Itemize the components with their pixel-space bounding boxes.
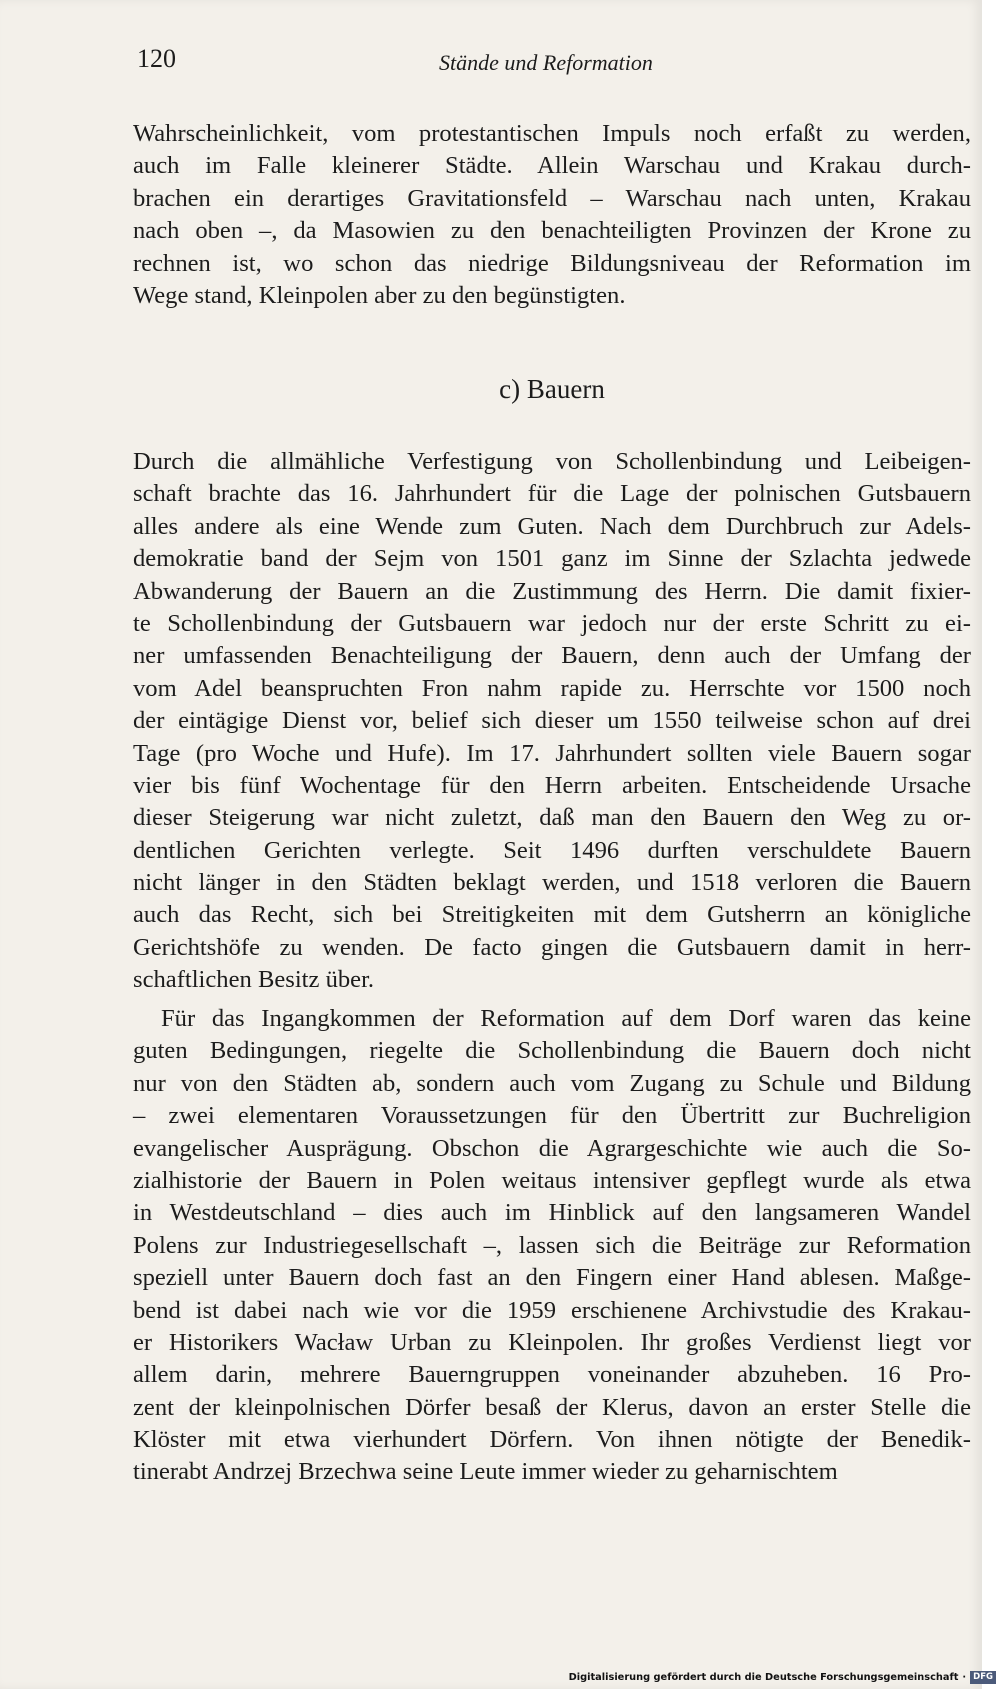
text-line: schaftlichen Besitz über. [133,966,375,994]
text-line: in Westdeutschland – dies auch im Hinblick auf den langsameren Wandel [133,1199,971,1227]
text-line: te Schollenbindung der Gutsbauern war jedoch nur der erste Schritt zu ei- [133,609,971,637]
text-line: nur von den Städten ab, sondern auch vom Zugang zu Schule und Bildung [133,1069,971,1097]
text-line: allem darin, mehrere Bauerngruppen voneinander abzuheben. 16 Pro- [133,1361,971,1389]
text-line: der eintägige Dienst vor, belief sich dieser um 1550 teilweise schon auf drei [133,707,971,735]
text-line: schaft brachte das 16. Jahrhundert für die Lage der polnischen Gutsbauern [133,480,971,508]
text-line: vier bis fünf Wochentage für den Herrn arbeiten. Entscheidende Ursache [133,771,971,799]
text-line: zialhistorie der Bauern in Polen weitaus intensiver gepflegt wurde als etwa [133,1166,971,1194]
text-line: guten Bedingungen, riegelte die Schollenbindung die Bauern doch nicht [133,1037,971,1065]
text-line: nicht länger in den Städten beklagt werden, und 1518 verloren die Bauern [133,869,971,897]
text-line: speziell unter Bauern doch fast an den Fingern einer Hand ablesen. Maßge- [133,1264,971,1292]
text-line: zent der kleinpolnischen Dörfer besaß der Klerus, davon an erster Stelle die [133,1393,971,1421]
text-line: dieser Steigerung war nicht zuletzt, daß man den Bauern den Weg zu or- [133,804,971,832]
text-line: Wahrscheinlichkeit, vom protestantischen Impuls noch erfaßt zu werden, [133,120,971,147]
text-line: nach oben –, da Masowien zu den benachteiligten Provinzen der Krone zu [133,217,971,245]
footer [569,1671,996,1684]
text-line: Gerichtshöfe zu wenden. De facto gingen die Gutsbauern damit in herr- [133,933,971,961]
section-heading: c) Bauern [499,374,605,404]
text-line: tinerabt Andrzej Brzechwa seine Leute immer wieder zu geharnischtem [133,1458,838,1486]
text-line: alles andere als eine Wende zum Guten. Nach dem Durchbruch zur Adels- [133,512,971,540]
bauern-paragraph-1 [133,446,971,997]
bauern-paragraph-2 [133,1003,971,1489]
dfg-logo: DFG [970,1671,996,1684]
footer-separator: · [962,1672,967,1683]
running-title: Stände und Reformation [439,50,653,75]
text-line: bend ist dabei nach wie vor die 1959 erschienene Archivstudie des Krakau- [133,1296,971,1324]
text-line: brachen ein derartiges Gravitationsfeld – Warschau nach unten, Krakau [133,184,971,212]
page-header [137,44,967,84]
page-number: 120 [137,44,176,73]
text-line: evangelischer Ausprägung. Obschon die Agrargeschichte wie auch die So- [133,1134,971,1162]
text-line: dentlichen Gerichten verlegte. Seit 1496 durften verschuldete Bauern [133,836,971,864]
text-line: auch im Falle kleinerer Städte. Allein Warschau und Krakau durch- [133,152,971,180]
text-line: – zwei elementaren Voraussetzungen für den Übertritt zur Buchreligion [133,1102,971,1130]
intro-paragraph [133,118,971,312]
text-line: auch das Recht, sich bei Streitigkeiten mit dem Gutsherrn an königliche [133,901,971,929]
text-line: Für das Ingangkommen der Reformation auf dem Dorf waren das keine [161,1005,971,1032]
text-line: Wege stand, Kleinpolen aber zu den begünstigten. [133,281,626,309]
text-line: ner umfassenden Benachteiligung der Bauern, denn auch der Umfang der [133,642,971,670]
text-line: vom Adel beanspruchten Fron nahm rapide zu. Herrschte vor 1500 noch [133,674,971,702]
text-line: rechnen ist, wo schon das niedrige Bildungsniveau der Reformation im [133,249,971,277]
text-line: er Historikers Wacław Urban zu Kleinpolen. Ihr großes Verdienst liegt vor [133,1328,971,1356]
page-margin [982,0,1000,1689]
text-line: Abwanderung der Bauern an die Zustimmung des Herrn. Die damit fixier- [133,577,971,605]
text-line: Tage (pro Woche und Hufe). Im 17. Jahrhundert sollten viele Bauern sogar [133,739,971,767]
text-line: Polens zur Industriegesellschaft –, lassen sich die Beiträge zur Reformation [133,1231,971,1259]
text-line: Klöster mit etwa vierhundert Dörfern. Von ihnen nötigte der Benedik- [133,1426,971,1454]
text-line: Durch die allmähliche Verfestigung von Schollenbindung und Leibeigen- [133,448,971,475]
digitization-note: Digitalisierung gefördert durch die Deutsche Forschungsgemeinschaft [568,1672,959,1683]
text-line: demokratie band der Sejm von 1501 ganz im Sinne der Szlachta jedwede [133,545,971,573]
